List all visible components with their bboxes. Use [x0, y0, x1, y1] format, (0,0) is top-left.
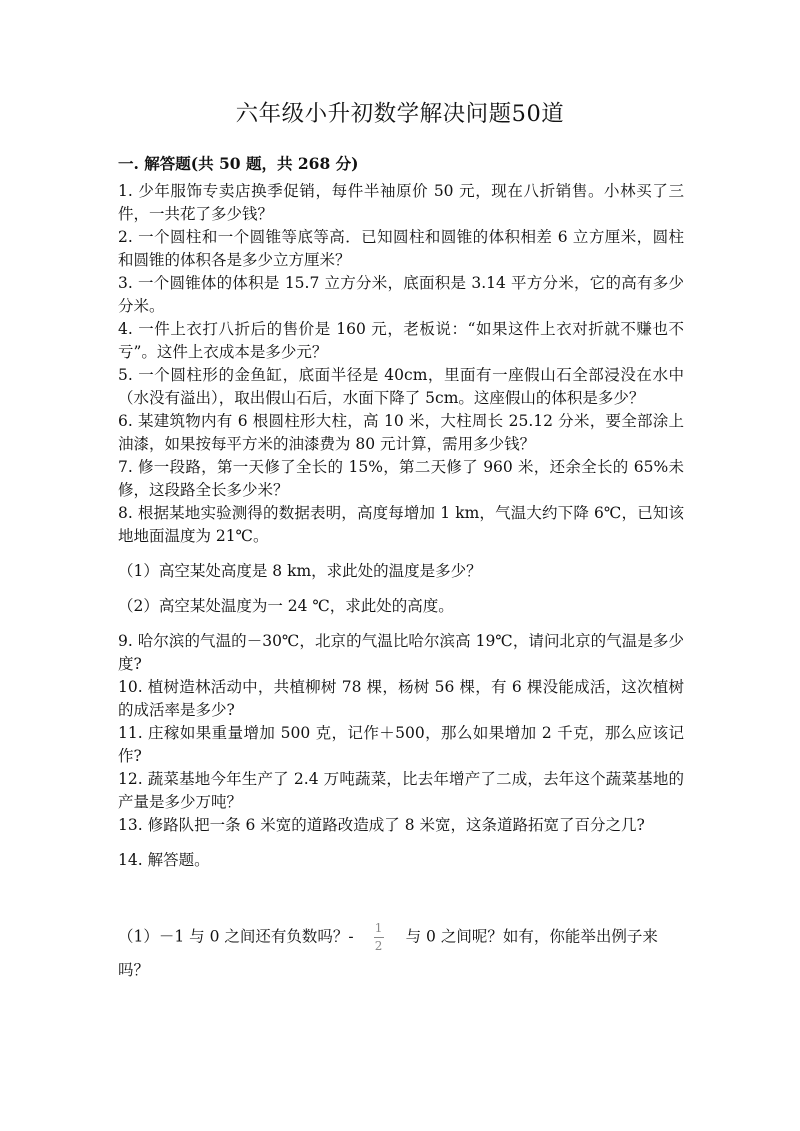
question-14-sub-1	[118, 922, 684, 953]
question-12: 12. 蔬菜基地今年生产了 2.4 万吨蔬菜，比去年增产了二成，去年这个蔬菜基地的产量是多少万吨？	[118, 770, 684, 811]
question-14-sub-1-text-after: 与 0 之间呢？如有，你能举出例子来	[405, 927, 658, 946]
question-8-sub-1: （1）高空某处高度是 8 km，求此处的温度是多少？	[118, 562, 482, 580]
question-6: 6. 某建筑物内有 6 根圆柱形大柱，高 10 米，大柱周长 25.12 分米，要全部涂上油漆，如果按每平方米的油漆费为 80 元计算，需用多少钱？	[118, 412, 684, 453]
section-header: 一. 解答题(共 50 题，共 268 分)	[118, 154, 359, 173]
question-14: 14. 解答题。	[118, 851, 210, 869]
question-list	[118, 180, 684, 953]
question-10: 10. 植树造林活动中，共植柳树 78 棵，杨树 56 棵，有 6 棵没能成活，这次植树的成活率是多少?	[118, 678, 684, 719]
fraction-one-half	[374, 922, 384, 953]
question-9: 9. 哈尔滨的气温的－30℃，北京的气温比哈尔滨高 19℃，请问北京的气温是多少度?	[118, 632, 684, 673]
question-8: 8. 根据某地实验测得的数据表明，高度每增加 1 km，气温大约下降 6℃，已知该地地面温度为 21℃。	[118, 504, 684, 545]
question-13: 13. 修路队把一条 6 米宽的道路改造成了 8 米宽，这条道路拓宽了百分之几?	[118, 816, 645, 834]
fraction-denominator: 2	[374, 939, 383, 953]
question-14-sub-1-text-before: （1）－1 与 0 之间还有负数吗？-	[118, 927, 354, 946]
document-title: 六年级小升初数学解决问题50道	[235, 101, 565, 127]
question-11: 11. 庄稼如果重量增加 500 克，记作＋500，那么如果增加 2 千克，那么应该记作?	[118, 724, 684, 765]
question-14-tail: 吗？	[118, 961, 150, 979]
question-2: 2. 一个圆柱和一个圆锥等底等高．已知圆柱和圆锥的体积相差 6 立方厘米，圆柱和圆锥的体积各是多少立方厘米？	[118, 228, 684, 269]
question-1: 1. 少年服饰专卖店换季促销，每件半袖原价 50 元，现在八折销售。小林买了三件，一共花了多少钱？	[118, 182, 684, 223]
fraction-numerator: 1	[374, 921, 383, 935]
question-3: 3. 一个圆锥体的体积是 15.7 立方分米，底面积是 3.14 平方分米，它的高有多少分米。	[118, 274, 684, 315]
question-8-sub-2: （2）高空某处温度为一 24 ℃，求此处的高度。	[118, 597, 454, 615]
question-4: 4. 一件上衣打八折后的售价是 160 元，老板说：“如果这件上衣对折就不赚也不亏”。这件上衣成本是多少元？	[118, 320, 684, 361]
question-7: 7. 修一段路，第一天修了全长的 15%，第二天修了 960 米，还余全长的 65%未修，这段路全长多少米？	[118, 458, 684, 499]
question-5: 5. 一个圆柱形的金鱼缸，底面半径是 40cm，里面有一座假山石全部浸没在水中（水没有溢出），取出假山石后，水面下降了 5cm。这座假山的体积是多少？	[118, 366, 684, 407]
